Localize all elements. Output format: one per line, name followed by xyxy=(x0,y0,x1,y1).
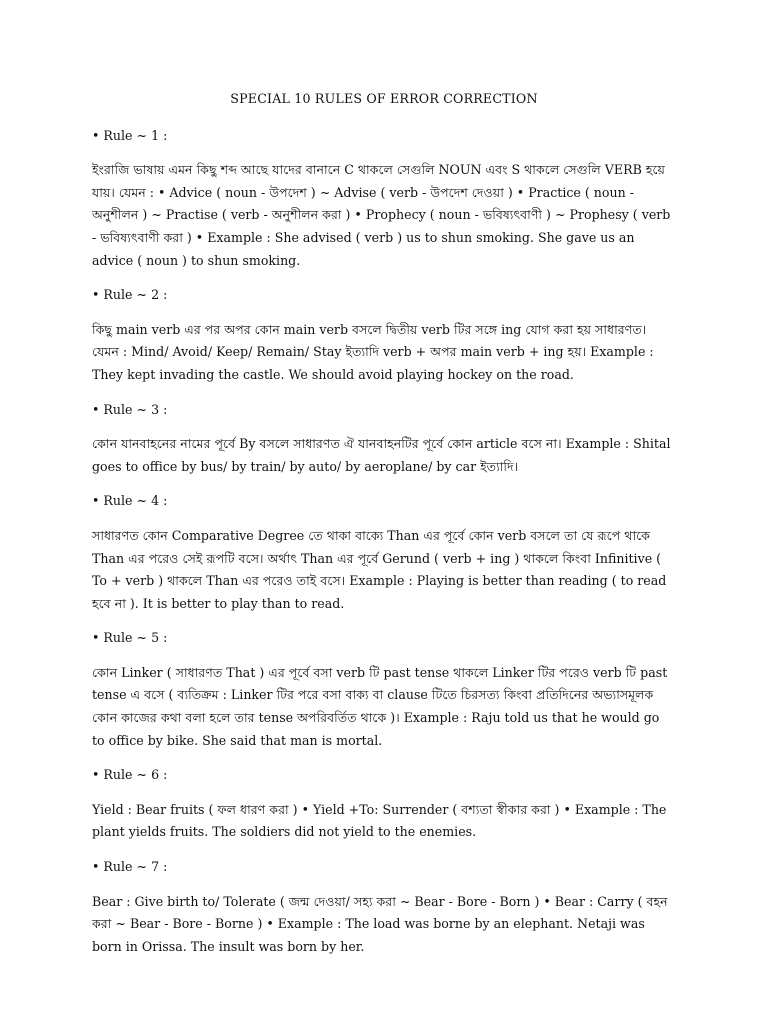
rule-body: কোন যানবাহনের নামের পূর্বে By বসলে সাধারণত ঐ যানবাহনটির পূর্বে কোন article বসে না। Example : Shital goes to office by bus/ by train/ by auto/ by aeroplane/ by car ইত্যাদি। xyxy=(92,436,671,474)
rule-section-3 xyxy=(92,399,676,479)
rule-section-7 xyxy=(92,856,676,958)
rule-body: Yield : Bear fruits ( ফল ধারণ করা ) • Yield +To: Surrender ( বশ্যতা স্বীকার করা ) • Example : The plant yields fruits. The soldiers did not yield to the enemies. xyxy=(92,801,667,840)
rule-body: কিছু main verb এর পর অপর কোন main verb বসলে দ্বিতীয় verb টির সঙ্গে ing যোগ করা হয় সাধারণত। যেমন : Mind/ Avoid/ Keep/ Remain/ Stay ইত্যাদি verb + অপর main verb + ing হয়। Example : They kept invading the castle. We should avoid playing hockey on the road. xyxy=(92,321,654,382)
rule-heading: • Rule ~ 5 : xyxy=(92,630,168,646)
rule-section-4 xyxy=(92,490,676,615)
rule-section-5 xyxy=(92,627,676,752)
rule-section-6 xyxy=(92,764,676,844)
rule-heading: • Rule ~ 3 : xyxy=(92,401,168,417)
rule-body: সাধারণত কোন Comparative Degree তে থাকা বাক্যে Than এর পূর্বে কোন verb বসলে তা যে রূপে থাকে Than এর পরেও সেই রূপটি বসে। অর্থাৎ Than এর পূর্বে Gerund ( verb + ing ) থাকলে কিংবা Infinitive ( To + verb ) থাকলে Than এর পরেও তাই বসে। Example : Playing is better than reading ( to read হবে না ). It is better to play than to read. xyxy=(92,527,667,611)
rule-heading: • Rule ~ 6 : xyxy=(92,767,168,783)
rule-body: ইংরাজি ভাষায় এমন কিছু শব্দ আছে যাদের বানানে C থাকলে সেগুলি NOUN এবং S থাকলে সেগুলি VERB হয়ে যায়। যেমন : • Advice ( noun - উপদেশ ) ~ Advise ( verb - উপদেশ দেওয়া ) • Practice ( noun - অনুশীলন ) ~ Practise ( verb - অনুশীলন করা ) • Prophecy ( noun - ভবিষ্যৎবাণী ) ~ Prophesy ( verb - ভবিষ্যৎবাণী করা ) • Example : She advised ( verb ) us to shun smoking. She gave us an advice ( noun ) to shun smoking. xyxy=(92,162,671,268)
rule-heading: • Rule ~ 4 : xyxy=(92,493,168,509)
rule-heading: • Rule ~ 7 : xyxy=(92,859,168,875)
rule-body: Bear : Give birth to/ Tolerate ( জন্ম দেওয়া/ সহ্য করা ~ Bear - Bore - Born ) • Bear : Carry ( বহন করা ~ Bear - Bore - Borne ) • Example : The load was borne by an elephant. Netaji was born in Orissa. The insult was born by her. xyxy=(92,893,668,954)
document-title: SPECIAL 10 RULES OF ERROR CORRECTION xyxy=(230,91,538,106)
rule-section-2 xyxy=(92,284,676,386)
rule-heading: • Rule ~ 2 : xyxy=(92,287,168,303)
rule-body: কোন Linker ( সাধারণত That ) এর পূর্বে বসা verb টি past tense থাকলে Linker টির পরেও verb টি past tense এ বসে ( ব্যতিক্রম : Linker টির পরে বসা বাক্য বা clause টিতে চিরসত্য কিংবা প্রতিদিনের অভ্যাসমূলক কোন কাজের কথা বলা হলে তার tense অপরিবর্তিত থাকে )। Example : Raju told us that he would go to office by bike. She said that man is mortal. xyxy=(92,664,668,748)
rule-heading: • Rule ~ 1 : xyxy=(92,127,168,143)
rule-section-1 xyxy=(92,125,676,273)
